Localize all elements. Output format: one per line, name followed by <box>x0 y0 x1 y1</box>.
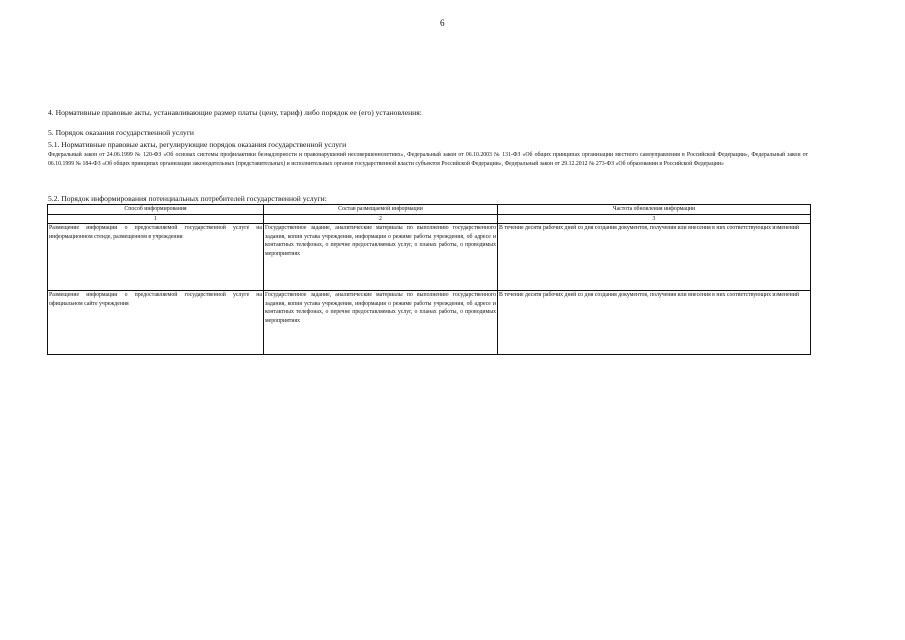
page-number: 6 <box>440 18 445 28</box>
section-5-heading: 5. Порядок оказания государственной услуги <box>48 128 194 137</box>
column-number: 3 <box>498 214 811 224</box>
cell-frequency: В течение десяти рабочих дней со дня создания документов, получения или внесения в них соответствующих изменений <box>498 291 811 355</box>
cell-method: Размещение информации о предоставляемой государственной услуге на официальном сайте учреждения <box>48 291 264 355</box>
cell-content: Государственное задание, аналитические материалы по выполнению государственного задания, копия устава учреждения, информация о режиме работы учреждения, об адресе и контактных телефонах, о перечне предоставляемых услуг, о планах работы, о проводимых мероприятиях <box>264 224 498 291</box>
column-number: 1 <box>48 214 264 224</box>
table-number-row <box>48 214 811 224</box>
cell-content: Государственное задание, аналитические материалы по выполнению государственного задания, копия устава учреждения, информация о режиме работы учреждения, об адресе и контактных телефонах, о перечне предоставляемых услуг, о планах работы, о проводимых мероприятиях <box>264 291 498 355</box>
header-content: Состав размещаемой информации <box>264 205 498 215</box>
column-number: 2 <box>264 214 498 224</box>
table-row <box>48 291 811 355</box>
table-row <box>48 224 811 291</box>
header-method: Способ информирования <box>48 205 264 215</box>
section-5-2-heading: 5.2. Порядок информирования потенциальных потребителей государственной услуги: <box>48 194 327 203</box>
table-header-row <box>48 205 811 215</box>
section-4-heading: 4. Нормативные правовые акты, устанавливающие размер платы (цену, тариф) либо порядок ее (его) установления: <box>48 108 422 117</box>
section-5-1-heading: 5.1. Нормативные правовые акты, регулирующие порядок оказания государственной услуги <box>48 140 347 149</box>
cell-method: Размещение информации о предоставляемой государственной услуге на информационном стенде, размещенном в учреждении <box>48 224 264 291</box>
cell-frequency: В течение десяти рабочих дней со дня создания документов, получения или внесения в них соответствующих изменений <box>498 224 811 291</box>
legal-acts-text: Федеральный закон от 24.06.1999 № 120-ФЗ «Об основах системы профилактики безнадзорности и правонарушений несовершеннолетних», Федеральный закон от 06.10.2003 № 131-ФЗ «Об общих принципах организации местного самоуправления в Российской Федерации», Федеральный закон от 06.10.1999 № 184-ФЗ «Об общих принципах организации законодательных (представительных) и исполнительных органов государственной власти субъектов Российской Федерации», Федеральный закон от 29.12.2012 № 273-ФЗ «Об образовании в Российской Федерации» <box>48 152 808 167</box>
header-frequency: Частота обновления информации <box>498 205 811 215</box>
information-table <box>47 204 811 355</box>
